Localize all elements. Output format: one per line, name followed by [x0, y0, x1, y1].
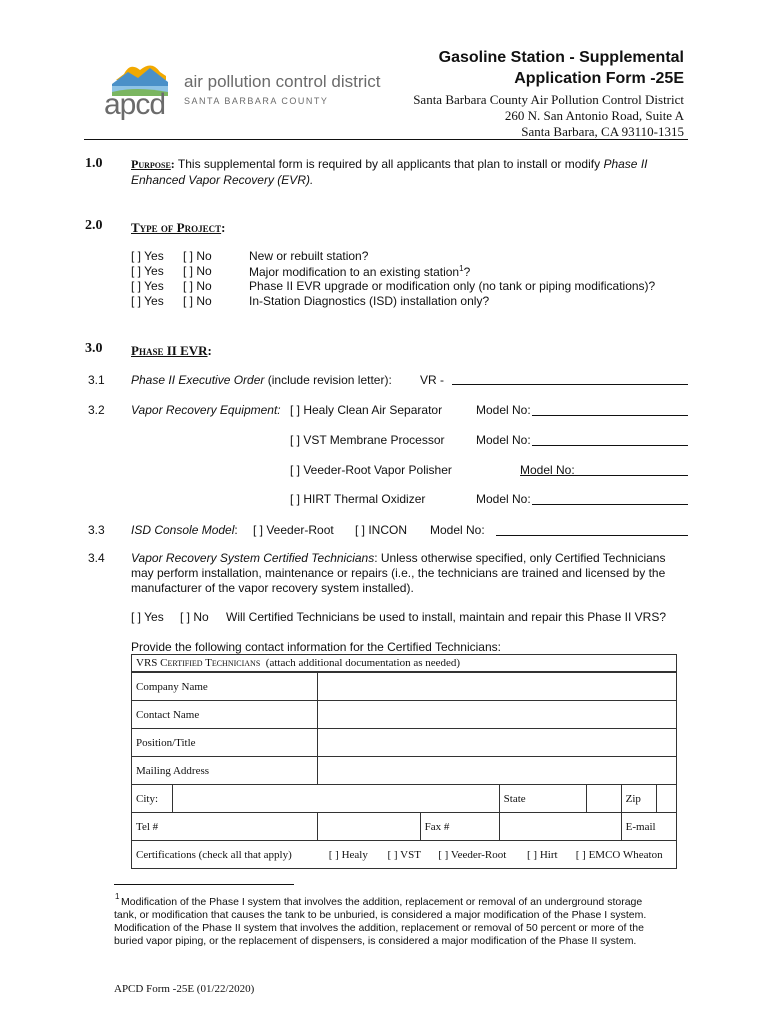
s1-label: Purpose [131, 157, 171, 171]
footnote-line2: tank, or modification that causes the tank to be unburied, is considered a major modification of the Phase I system. [114, 909, 647, 921]
i33-label: ISD Console Model: [131, 523, 238, 537]
equip-hirt-checkbox[interactable]: [ ] HIRT Thermal Oxidizer [290, 492, 426, 506]
i33-number: 3.3 [88, 523, 105, 537]
agency-name: Santa Barbara County Air Pollution Control District [413, 92, 684, 107]
apcd-logo [100, 62, 381, 122]
s2-question-4: In-Station Diagnostics (ISD) installation only? [249, 294, 490, 308]
equip-hirt-model-label: Model No: [476, 492, 531, 506]
s2-yes-1[interactable]: [ ] Yes [131, 249, 164, 263]
i34-text-line2: may perform installation, maintenance or repairs (i.e., the technicians are trained and licensed by the [131, 566, 666, 580]
equip-veeder-model-label: Model No: [520, 463, 575, 477]
s2-row-2 [131, 264, 212, 278]
i31-vr-prefix: VR - [420, 373, 444, 387]
equip-vst-checkbox[interactable]: [ ] VST Membrane Processor [290, 433, 445, 447]
i34-yes-checkbox[interactable]: [ ] Yes [131, 610, 164, 624]
company-field[interactable] [317, 672, 676, 701]
s2-no-1[interactable]: [ ] No [183, 249, 212, 263]
s2-no-3[interactable]: [ ] No [183, 279, 212, 293]
i34-question: Will Certified Technicians be used to install, maintain and repair this Phase II VRS? [226, 610, 666, 624]
city-label: City: [132, 785, 173, 813]
s2-row-1 [131, 249, 212, 263]
form-title-line1: Gasoline Station - Supplemental [438, 49, 684, 66]
contact-field[interactable] [317, 701, 676, 729]
s1-text: Purpose: This supplemental form is required by all applicants that plan to install or modify Phase II [131, 157, 648, 171]
position-field[interactable] [317, 729, 676, 757]
cert-emco-checkbox[interactable]: [ ] EMCO Wheaton [575, 848, 663, 861]
position-label: Position/Title [132, 729, 318, 757]
zip-label: Zip [621, 785, 656, 813]
s2-yes-3[interactable]: [ ] Yes [131, 279, 164, 293]
footnote-line3: Modification of the Phase II system that involves the addition, replacement or removal of 50 percent or more of the [114, 922, 644, 934]
state-field[interactable] [586, 785, 621, 813]
equip-healy-model-label: Model No: [476, 403, 531, 417]
logo-name: air pollution control district [184, 72, 381, 91]
tel-field[interactable] [317, 813, 420, 841]
cert-hirt-checkbox[interactable]: [ ] Hirt [527, 848, 558, 861]
logo-acronym: apcd [104, 88, 166, 121]
agency-address1: 260 N. San Antonio Road, Suite A [504, 108, 684, 123]
certifications-row [132, 841, 677, 869]
header-divider [84, 139, 688, 140]
state-label: State [499, 785, 586, 813]
s2-no-4[interactable]: [ ] No [183, 294, 212, 308]
s2-number: 2.0 [85, 218, 103, 233]
cert-vst-checkbox[interactable]: [ ] VST [387, 848, 421, 861]
company-label: Company Name [132, 672, 318, 701]
equip-healy-model-field[interactable] [532, 415, 688, 416]
agency-address2: Santa Barbara, CA 93110-1315 [521, 124, 684, 139]
equip-vst-model-field[interactable] [532, 445, 688, 446]
fax-label: Fax # [420, 813, 499, 841]
isd-model-field[interactable] [496, 535, 688, 536]
mailing-label: Mailing Address [132, 757, 318, 785]
s3-number: 3.0 [85, 341, 103, 356]
zip-field[interactable] [656, 785, 676, 813]
form-footer: APCD Form -25E (01/22/2020) [114, 983, 255, 995]
i34-no-checkbox[interactable]: [ ] No [180, 610, 209, 624]
i34-provide-text: Provide the following contact information for the Certified Technicians: [131, 640, 501, 654]
footnote-line1: Modification of the Phase I system that involves the addition, replacement or removal of an underground storage [121, 896, 643, 908]
i34-text-line3: manufacturer of the vapor recovery system installed). [131, 581, 414, 595]
footnote-rule [114, 884, 294, 885]
cert-healy-checkbox[interactable]: [ ] Healy [328, 848, 368, 861]
isd-model-label: Model No: [430, 523, 485, 537]
s2-question-3: Phase II EVR upgrade or modification only (no tank or piping modifications)? [249, 279, 656, 293]
email-label: E-mail [621, 813, 676, 841]
i31-number: 3.1 [88, 373, 105, 387]
i34-text-line1: Vapor Recovery System Certified Technicians: Unless otherwise specified, only Certified Technicians [131, 551, 666, 565]
fax-field[interactable] [499, 813, 621, 841]
s2-row-3 [131, 279, 212, 293]
s2-heading: Type of Project: [131, 220, 226, 235]
equip-veeder-model-field[interactable] [520, 475, 688, 476]
equip-healy-checkbox[interactable]: [ ] Healy Clean Air Separator [290, 403, 443, 417]
s1-text-line2: Enhanced Vapor Recovery (EVR). [131, 173, 314, 187]
technician-contact-table [131, 654, 677, 869]
footnote-mark: 1 [115, 892, 120, 901]
i34-number: 3.4 [88, 551, 105, 565]
city-field[interactable] [173, 785, 500, 813]
equip-hirt-model-field[interactable] [532, 504, 688, 505]
cert-veeder-checkbox[interactable]: [ ] Veeder-Root [438, 848, 507, 861]
s2-row-4 [131, 294, 212, 308]
i31-vr-field[interactable] [452, 384, 688, 385]
i32-number: 3.2 [88, 403, 105, 417]
s1-number: 1.0 [85, 156, 103, 171]
contact-label: Contact Name [132, 701, 318, 729]
isd-incon-checkbox[interactable]: [ ] INCON [355, 523, 408, 537]
mailing-field[interactable] [317, 757, 676, 785]
tel-label: Tel # [132, 813, 318, 841]
form-title-line2: Application Form -25E [514, 70, 684, 87]
s2-yes-4[interactable]: [ ] Yes [131, 294, 164, 308]
i32-label: Vapor Recovery Equipment: [131, 403, 281, 417]
equip-veeder-checkbox[interactable]: [ ] Veeder-Root Vapor Polisher [290, 463, 452, 477]
logo-county: SANTA BARBARA COUNTY [184, 96, 329, 106]
i31-label: Phase II Executive Order (include revision letter): [131, 373, 392, 387]
s2-yes-2[interactable]: [ ] Yes [131, 264, 164, 278]
s2-question-2: Major modification to an existing station$^1$? [249, 264, 471, 279]
isd-veeder-checkbox[interactable]: [ ] Veeder-Root [253, 523, 334, 537]
s2-no-2[interactable]: [ ] No [183, 264, 212, 278]
s3-heading: Phase II EVR: [131, 343, 212, 358]
footnote-line4: buried vapor piping, or the replacement of dispensers, is considered a major modification of the Phase II system. [114, 935, 637, 947]
table-header: VRS Certified Technicians (attach additional documentation as needed) [132, 655, 677, 673]
certifications-label: Certifications (check all that apply) [136, 848, 292, 861]
s2-question-1: New or rebuilt station? [249, 249, 369, 263]
equip-vst-model-label: Model No: [476, 433, 531, 447]
